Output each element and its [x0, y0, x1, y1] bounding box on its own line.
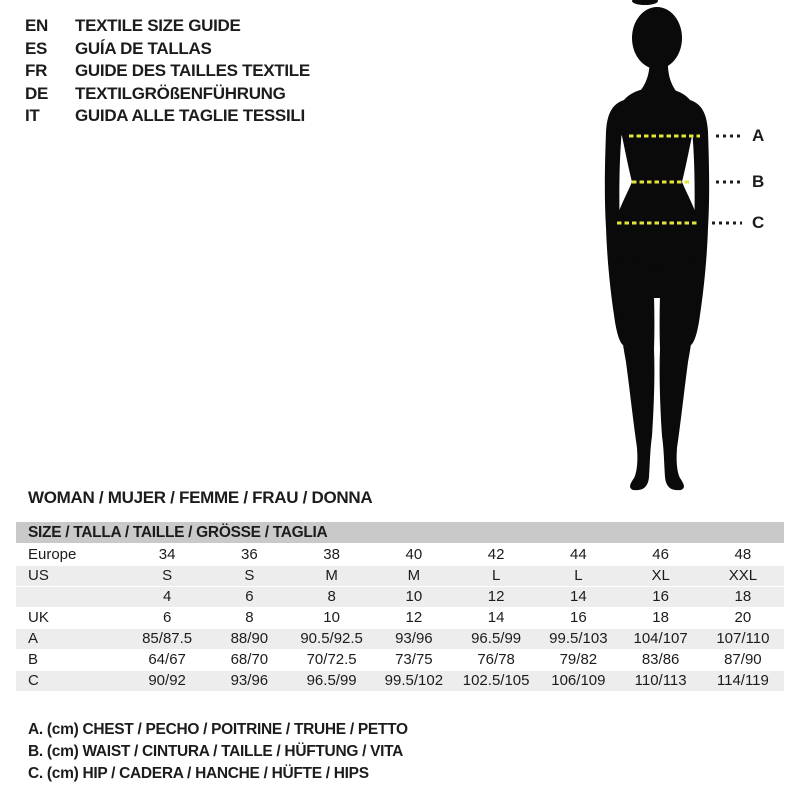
size-cell: 18 — [652, 609, 669, 626]
size-cell: 6 — [162, 609, 172, 626]
table-row — [16, 629, 784, 649]
lang-label: TEXTILE SIZE GUIDE — [75, 16, 241, 35]
size-cell: L — [574, 567, 583, 584]
size-table — [16, 522, 784, 692]
size-cell: 8 — [245, 609, 254, 626]
size-cell: 46 — [652, 546, 669, 563]
measurement-legend — [28, 719, 408, 785]
size-cell: 8 — [327, 588, 336, 605]
size-cell: 4 — [162, 588, 172, 605]
legend-row-chest: A. (cm) CHEST / PECHO / POITRINE / TRUHE / PETTO — [28, 721, 408, 738]
row-label: B — [28, 651, 39, 668]
size-cell: 68/70 — [230, 651, 269, 668]
size-cell: 90.5/92.5 — [300, 630, 363, 647]
size-cell: 42 — [487, 546, 505, 563]
size-cell: 6 — [245, 588, 254, 605]
size-cell: 96.5/99 — [306, 672, 357, 689]
lang-row-de — [25, 83, 310, 106]
size-cell: 85/87.5 — [142, 630, 193, 647]
row-label: UK — [28, 609, 49, 626]
lang-code: EN — [25, 16, 49, 35]
size-cell: 93/96 — [395, 630, 433, 647]
lang-code: ES — [25, 38, 48, 58]
size-cell: 104/107 — [633, 630, 688, 647]
size-cell: 96.5/99 — [471, 630, 522, 647]
language-list — [25, 15, 310, 128]
size-cell: 40 — [405, 546, 423, 563]
size-cell: L — [491, 567, 501, 584]
size-cell: 48 — [734, 546, 752, 563]
table-row — [16, 650, 784, 670]
size-cell: 88/90 — [230, 630, 269, 647]
size-cell: 10 — [405, 588, 423, 605]
row-label: Europe — [28, 546, 77, 563]
size-cell: 34 — [158, 546, 176, 563]
size-cell: S — [162, 567, 173, 584]
table-row — [16, 671, 784, 691]
lang-code: FR — [25, 61, 48, 80]
lang-code: DE — [25, 83, 49, 103]
size-table-header: SIZE / TALLA / TAILLE / GRÖSSE / TAGLIA — [16, 522, 784, 543]
lang-row-it — [25, 105, 310, 128]
size-cell: 18 — [734, 588, 752, 605]
size-cell: 38 — [323, 546, 340, 563]
size-cell: 12 — [405, 609, 423, 626]
silhouette-hair-top — [632, 0, 658, 5]
row-label: C — [28, 672, 39, 689]
size-cell: 79/82 — [559, 651, 598, 668]
marker-label-a: A — [752, 126, 765, 145]
size-cell: XXL — [728, 567, 758, 584]
size-cell: 64/67 — [148, 651, 186, 668]
size-cell: 87/90 — [724, 651, 762, 668]
size-cell: M — [325, 567, 338, 584]
row-label: US — [28, 567, 49, 584]
size-cell: S — [244, 567, 255, 584]
silhouette-leg-left — [617, 258, 654, 490]
size-cell: XL — [651, 567, 670, 584]
size-table-rows — [16, 545, 784, 691]
lang-label: TEXTILGRÖßENFÜHRUNG — [75, 83, 286, 103]
silhouette-leg-right — [660, 258, 697, 490]
row-label — [16, 587, 126, 607]
size-cell: 14 — [570, 588, 587, 605]
size-cell: 16 — [570, 609, 587, 626]
size-cell: 110/113 — [634, 672, 687, 689]
lang-row-fr — [25, 60, 310, 83]
size-cell: 76/78 — [477, 651, 515, 668]
table-row — [16, 587, 784, 607]
lang-label: GUÍA DE TALLAS — [75, 38, 212, 58]
lang-code: IT — [25, 106, 40, 125]
size-cell: 14 — [487, 609, 505, 626]
size-cell: 73/75 — [395, 651, 433, 668]
size-cell: 107/110 — [716, 630, 770, 647]
size-cell: 90/92 — [148, 672, 186, 689]
size-cell: 10 — [323, 609, 340, 626]
woman-silhouette — [580, 0, 750, 492]
marker-label-b: B — [752, 172, 765, 191]
size-cell: 99.5/103 — [549, 630, 608, 647]
size-cell: 20 — [734, 609, 752, 626]
lang-label: GUIDE DES TAILLES TEXTILE — [75, 61, 310, 80]
lang-label: GUIDA ALLE TAGLIE TESSILI — [75, 106, 305, 125]
size-cell: 93/96 — [230, 672, 269, 689]
woman-silhouette-figure — [580, 0, 750, 492]
size-cell: 83/86 — [641, 651, 680, 668]
size-cell: 12 — [487, 588, 505, 605]
table-row — [16, 566, 784, 586]
size-cell: 16 — [652, 588, 669, 605]
legend-row-hip: C. (cm) HIP / CADERA / HANCHE / HÜFTE / HIPS — [28, 765, 369, 782]
size-cell: 70/72.5 — [306, 651, 357, 668]
table-row — [16, 608, 784, 628]
row-label: A — [28, 630, 39, 647]
size-cell: 36 — [241, 546, 258, 563]
size-cell: M — [407, 567, 421, 584]
lang-row-es — [25, 38, 310, 61]
lang-row-en — [25, 15, 310, 38]
size-cell: 102.5/105 — [462, 672, 530, 689]
marker-label-c: C — [752, 213, 765, 232]
table-row — [16, 545, 784, 565]
size-cell: 106/109 — [551, 672, 606, 689]
size-cell: 44 — [570, 546, 587, 563]
size-cell: 99.5/102 — [384, 672, 444, 689]
section-title: WOMAN / MUJER / FEMME / FRAU / DONNA — [28, 488, 373, 507]
legend-row-waist: B. (cm) WAIST / CINTURA / TAILLE / HÜFTUNG / VITA — [28, 743, 404, 760]
size-cell: 114/119 — [716, 672, 769, 689]
